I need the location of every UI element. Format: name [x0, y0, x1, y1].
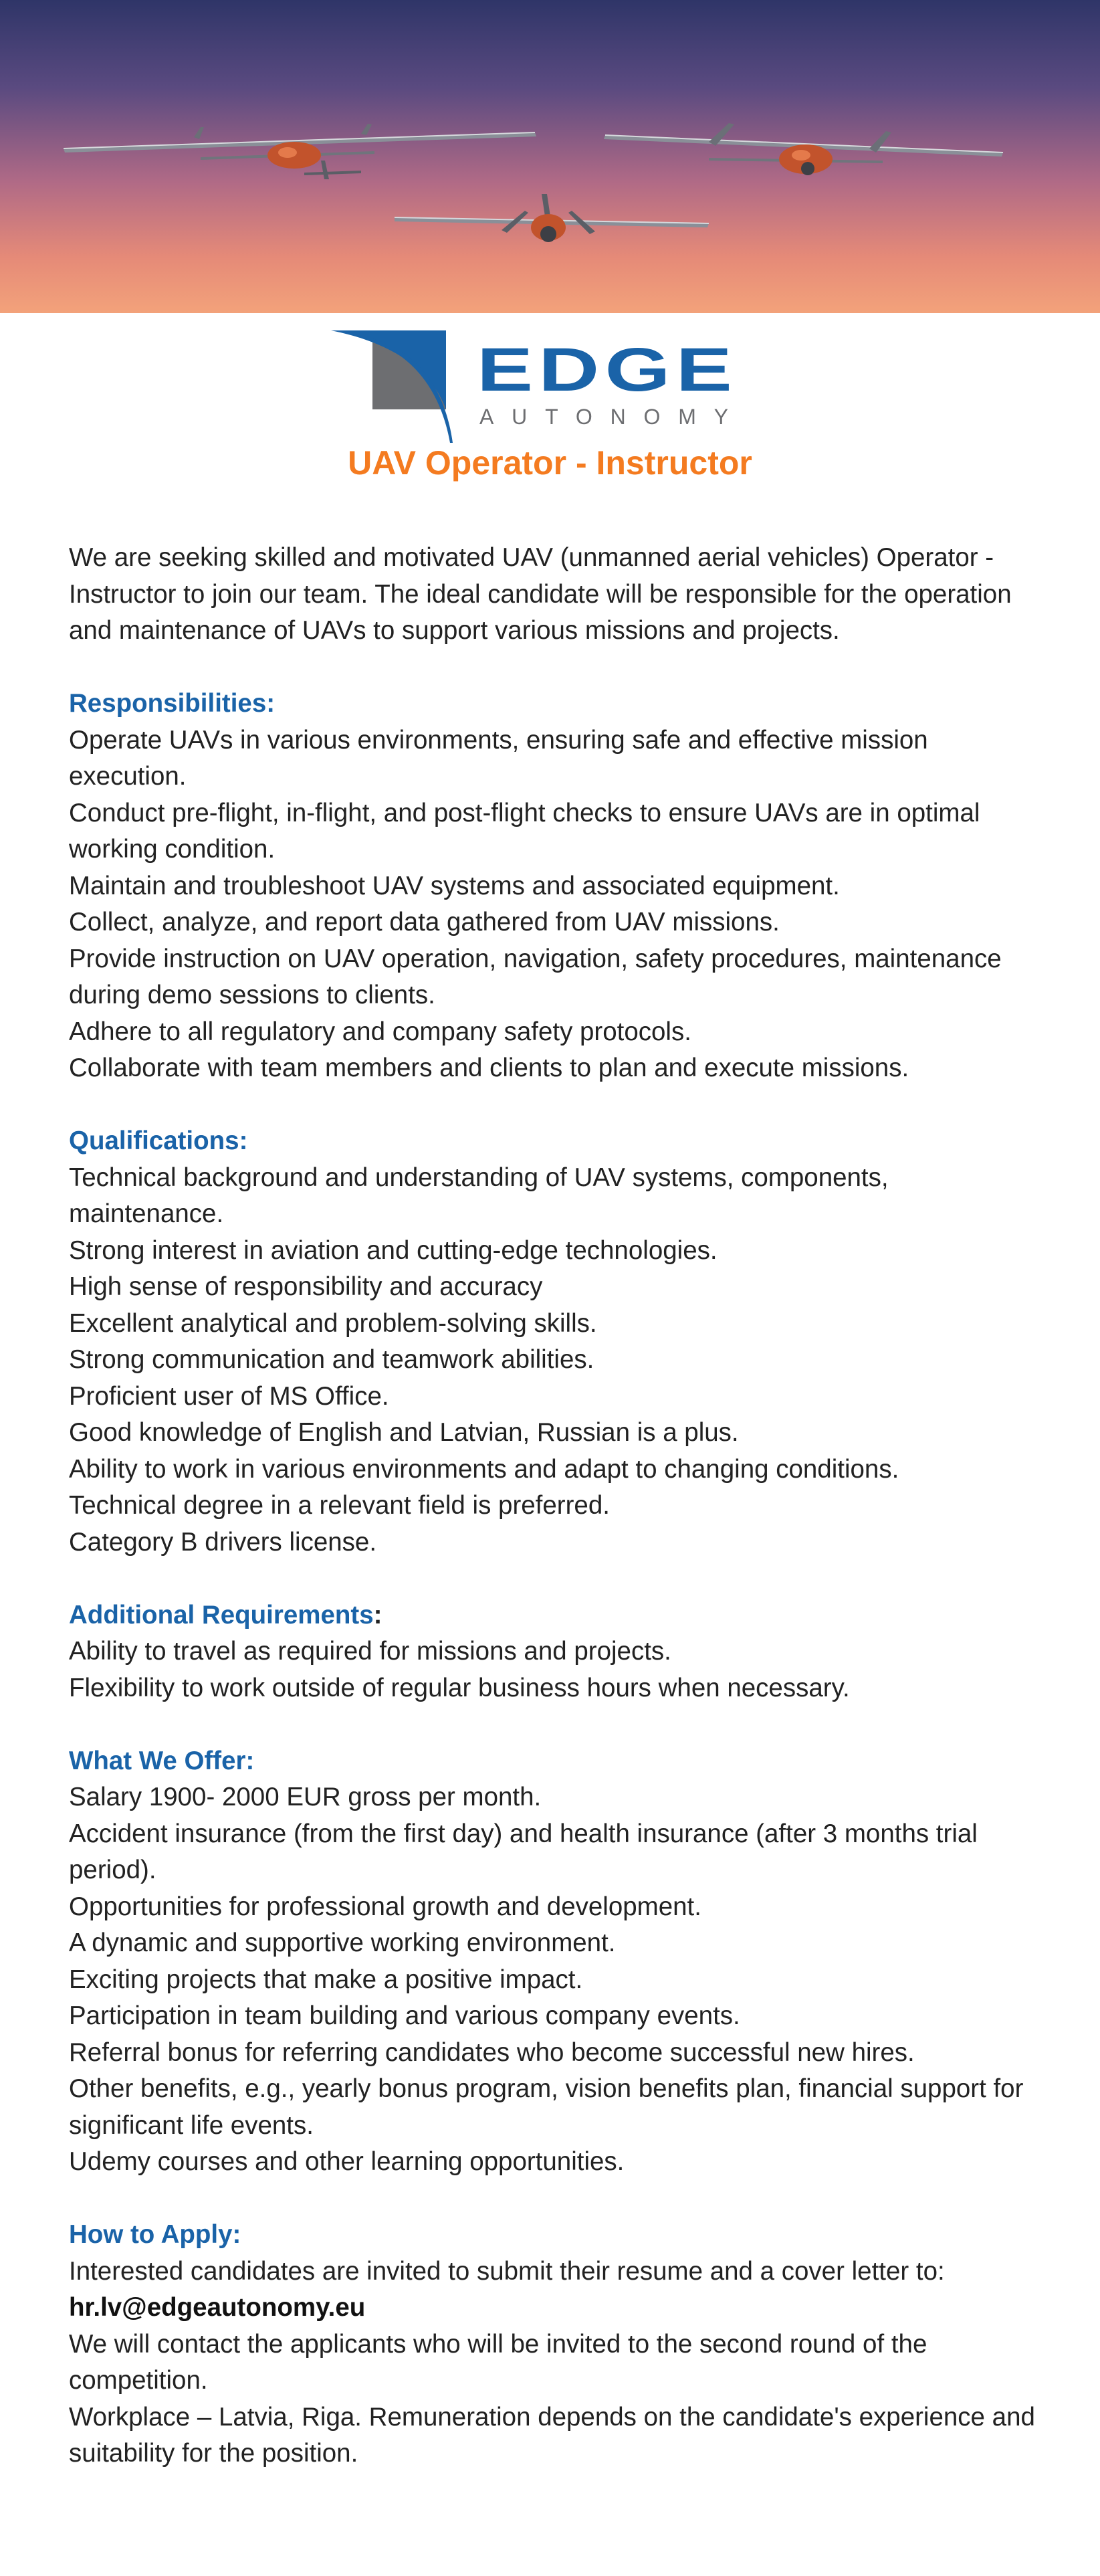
intro-paragraph: We are seeking skilled and motivated UAV (unmanned aerial vehicles) Operator - Instructor to join our team. The ideal candidate will be responsible for the operation and maintenance of UAVs to support various missions and projects. — [69, 543, 1012, 645]
list-item: Participation in team building and various company events. — [69, 2001, 740, 2030]
list-item: Proficient user of MS Office. — [69, 1381, 389, 1411]
list-item: Maintain and troubleshoot UAV systems and associated equipment. — [69, 871, 840, 900]
list-item: Collect, analyze, and report data gathered from UAV missions. — [69, 908, 780, 936]
list-item: Category B drivers license. — [69, 1527, 377, 1557]
what-we-offer-heading: What We Offer: — [69, 1746, 255, 1775]
workplace-info: Workplace – Latvia, Riga. Remuneration depends on the candidate's experience and suitability for the position. — [69, 2402, 1035, 2468]
list-item: Opportunities for professional growth and development. — [69, 1892, 701, 1921]
list-item: Excellent analytical and problem-solving skills. — [69, 1308, 597, 1338]
apply-followup: We will contact the applicants who will be invited to the second round of the competition. — [69, 2329, 927, 2395]
list-item: Strong communication and teamwork abilities. — [69, 1345, 594, 1374]
qualifications-heading: Qualifications: — [69, 1126, 248, 1155]
responsibilities-heading: Responsibilities: — [69, 689, 276, 718]
drone-center — [395, 194, 709, 242]
list-item: Conduct pre-flight, in-flight, and post-flight checks to ensure UAVs are in optimal working condition. — [69, 798, 980, 864]
responsibilities-list — [69, 722, 1045, 1087]
contact-email-link[interactable]: hr.lv@edgeautonomy.eu — [69, 2293, 366, 2322]
additional-requirements-heading — [69, 1597, 1045, 1634]
list-item: Referral bonus for referring candidates who become successful new hires. — [69, 2038, 915, 2067]
list-item: A dynamic and supportive working environment. — [69, 1928, 616, 1957]
additional-heading-colon: : — [373, 1600, 382, 1629]
drone-right — [604, 123, 1003, 175]
list-item: Exciting projects that make a positive impact. — [69, 1965, 583, 1994]
drone-left — [64, 124, 536, 179]
list-item: Udemy courses and other learning opportunities. — [69, 2147, 625, 2176]
additional-requirements-list — [69, 1633, 1045, 1706]
offer-list — [69, 1779, 1045, 2181]
list-item: Technical background and understanding of UAV systems, components, maintenance. — [69, 1163, 889, 1228]
list-item: Good knowledge of English and Latvian, Russian is a plus. — [69, 1418, 739, 1447]
how-to-apply-heading: How to Apply: — [69, 2220, 241, 2249]
list-item: Strong interest in aviation and cutting-edge technologies. — [69, 1235, 718, 1265]
list-item: Accident insurance (from the first day) and health insurance (after 3 months trial period). — [69, 1819, 978, 1884]
list-item: Ability to work in various environments and adapt to changing conditions. — [69, 1454, 899, 1484]
qualifications-list — [69, 1160, 1045, 1561]
additional-heading-text: Additional Requirements — [69, 1600, 374, 1629]
logo-brand-name: EDGE — [477, 336, 738, 404]
job-title: UAV Operator - Instructor — [348, 444, 752, 482]
list-item: Technical degree in a relevant field is preferred. — [69, 1491, 610, 1520]
list-item: Other benefits, e.g., yearly bonus program, vision benefits plan, financial support for significant life events. — [69, 2074, 1024, 2140]
list-item: Operate UAVs in various environments, ensuring safe and effective mission execution. — [69, 725, 928, 791]
list-item: High sense of responsibility and accuracy — [69, 1272, 543, 1301]
list-item: Provide instruction on UAV operation, navigation, safety procedures, maintenance during demo sessions to clients. — [69, 944, 1002, 1009]
list-item: Ability to travel as required for missions and projects. — [69, 1637, 671, 1666]
hero-banner — [0, 0, 1100, 313]
list-item: Collaborate with team members and clients to plan and execute missions. — [69, 1054, 909, 1082]
apply-instructions: Interested candidates are invited to submit their resume and a cover letter to: — [69, 2256, 945, 2286]
list-item: Adhere to all regulatory and company safety protocols. — [69, 1017, 691, 1046]
list-item: Flexibility to work outside of regular business hours when necessary. — [69, 1673, 850, 1702]
job-description — [69, 540, 1045, 2472]
logo-tagline: AUTONOMY — [479, 405, 738, 429]
logo-mark-icon — [331, 316, 746, 443]
edge-autonomy-logo — [331, 316, 746, 443]
uav-drones-illustration — [0, 0, 1100, 313]
list-item: Salary 1900- 2000 EUR gross per month. — [69, 1783, 542, 1811]
